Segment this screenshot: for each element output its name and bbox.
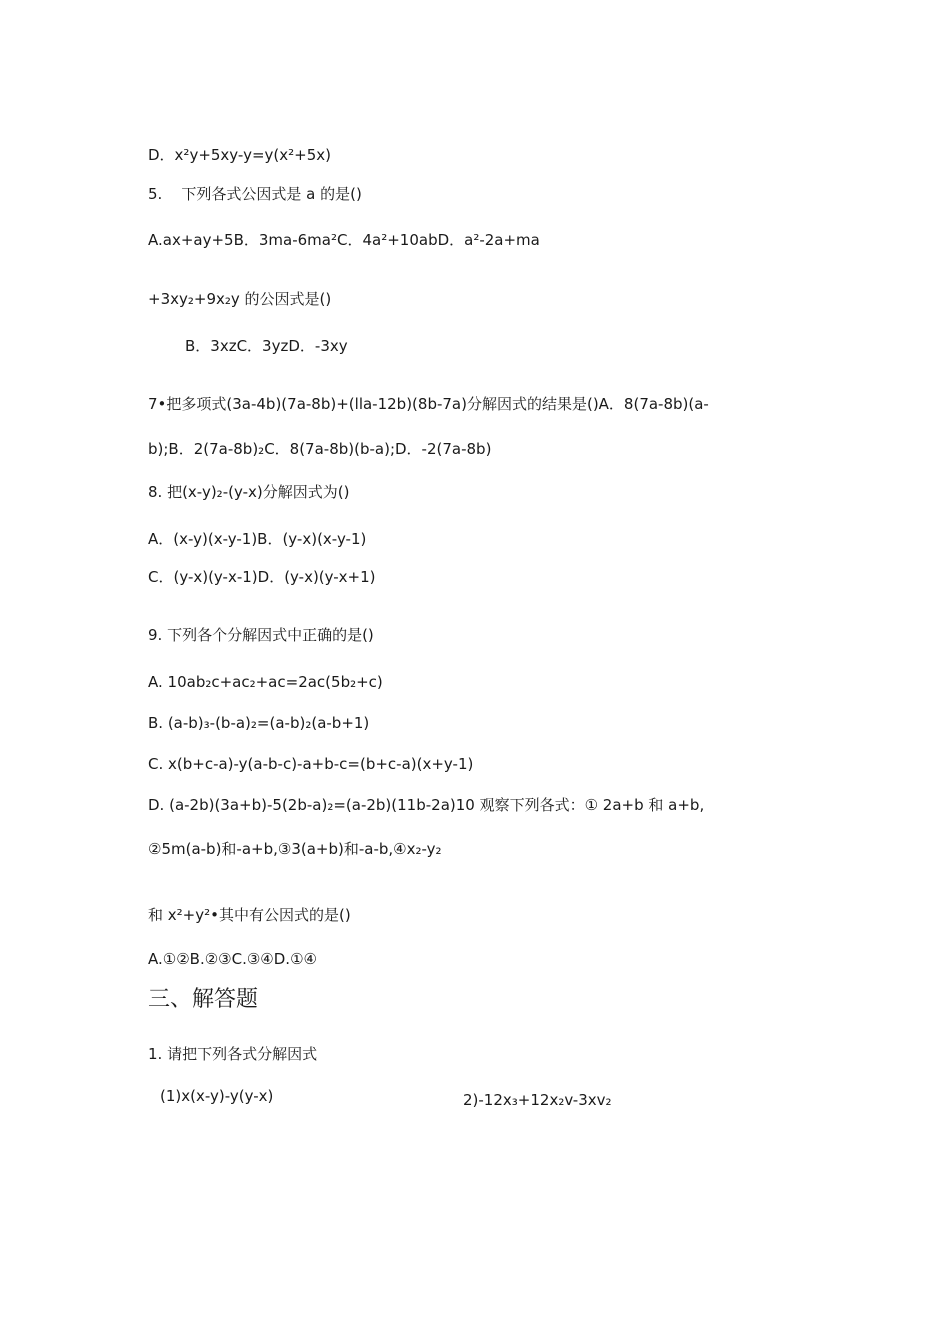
question-9-option-d: D. (a-2b)(3a+b)-5(2b-a)₂=(a-2b)(11b-2a)10 观察下列各式：① 2a+b 和 a+b,	[148, 796, 705, 814]
question-5: 5. 下列各式公因式是 a 的是()	[148, 185, 362, 203]
answer-question-1: 1. 请把下列各式分解因式	[148, 1045, 318, 1063]
answer-question-1-part-1: (1)x(x-y)-y(y-x)	[160, 1087, 274, 1105]
question-8: 8. 把(x-y)₂-(y-x)分解因式为()	[148, 483, 350, 501]
question-7-options: b);B．2(7a-8b)₂C．8(7a-8b)(b-a);D．-2(7a-8b)	[148, 440, 492, 458]
option-d-line: D．x²y+5xy-y=y(x²+5x)	[148, 146, 331, 164]
question-9: 9. 下列各个分解因式中正确的是()	[148, 626, 374, 644]
question-8-options-ab: A．(x-y)(x-y-1)B．(y-x)(x-y-1)	[148, 530, 367, 548]
question-10-options: A.①②B.②③C.③④D.①④	[148, 950, 317, 968]
question-6-options: B．3xzC．3yzD．-3xy	[185, 337, 348, 355]
question-5-options: A.ax+ay+5B．3ma-6ma²C．4a²+10abD．a²-2a+ma	[148, 231, 540, 249]
question-9-option-b: B. (a-b)₃-(b-a)₂=(a-b)₂(a-b+1)	[148, 714, 370, 732]
question-6-stem: +3xy₂+9x₂y 的公因式是()	[148, 290, 332, 308]
section-heading: 三、解答题	[148, 987, 259, 1012]
question-7: 7•把多项式(3a-4b)(7a-8b)+(lla-12b)(8b-7a)分解因式的结果是()A．8(7a-8b)(a-	[148, 395, 709, 413]
question-9-option-a: A. 10ab₂c+ac₂+ac=2ac(5b₂+c)	[148, 673, 383, 691]
question-9-option-c: C. x(b+c-a)-y(a-b-c)-a+b-c=(b+c-a)(x+y-1)	[148, 755, 474, 773]
question-10-items: ②5m(a-b)和-a+b,③3(a+b)和-a-b,④x₂-y₂	[148, 840, 442, 858]
question-8-options-cd: C．(y-x)(y-x-1)D．(y-x)(y-x+1)	[148, 568, 376, 586]
question-10-stem: 和 x²+y²•其中有公因式的是()	[148, 906, 351, 924]
answer-question-1-part-2: 2)-12x₃+12x₂v-3xv₂	[463, 1091, 612, 1109]
